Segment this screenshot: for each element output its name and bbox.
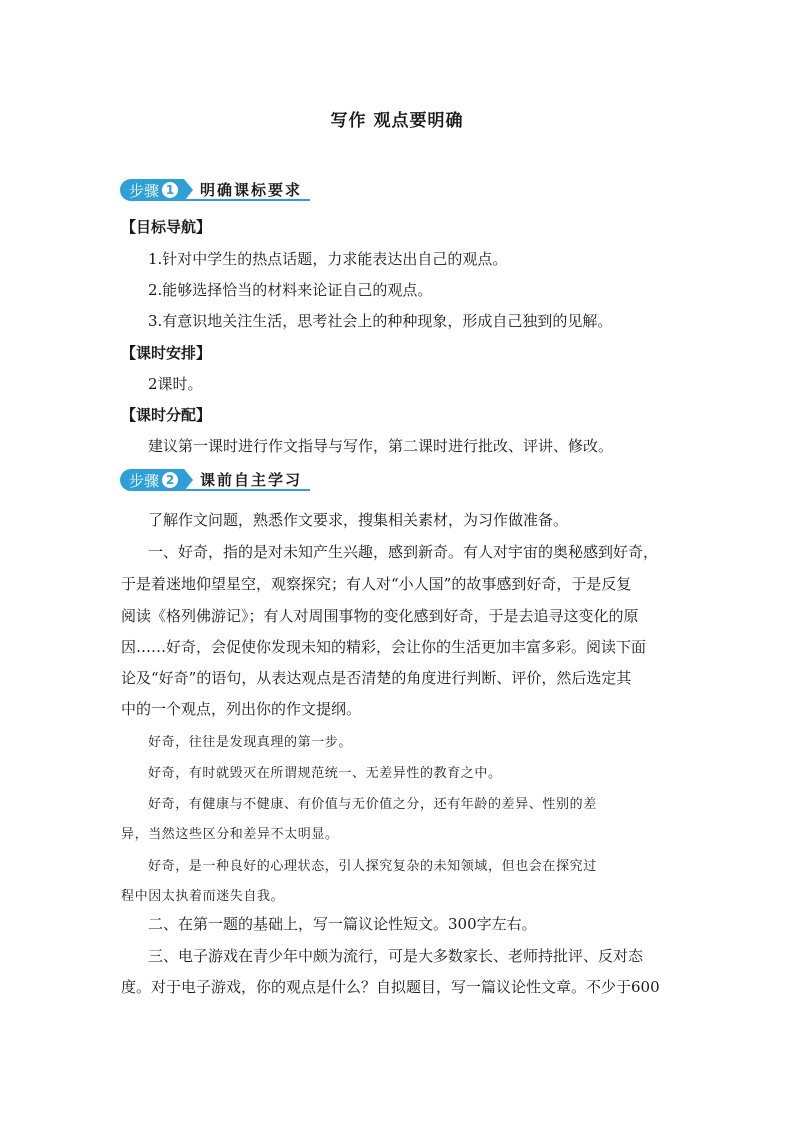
step-1-banner: [120, 179, 310, 201]
quote-line: 好奇，往往是发现真理的第一步。: [148, 735, 353, 750]
goal-item-2: 2.能够选择恰当的材料来论证自己的观点。: [148, 281, 433, 299]
step-2-number: 2: [162, 472, 178, 488]
schedule-text: 2课时。: [148, 375, 203, 393]
task1-line: 中的一个观点，列出你的作文提纲。: [121, 700, 362, 718]
step-2-badge-label: 步骤: [129, 471, 160, 490]
intro-text: 了解作文问题，熟悉作文要求，搜集相关素材，为习作做准备。: [148, 511, 569, 529]
task1-line: 阅读《格列佛游记》；有人对周围事物的变化感到好奇，于是去追寻这变化的原: [121, 607, 639, 625]
step-1-badge: [120, 179, 184, 201]
step-1-title: 明确课标要求: [184, 179, 310, 201]
step-1-badge-label: 步骤: [129, 181, 160, 200]
schedule-heading: 【课时安排】: [121, 344, 212, 362]
goals-heading: 【目标导航】: [121, 218, 212, 236]
page-title: 写作 观点要明确: [330, 111, 464, 131]
quote-line: 程中因太执着而迷失自我。: [121, 889, 285, 904]
task2-text: 二、在第一题的基础上，写一篇议论性短文。300字左右。: [148, 915, 537, 933]
task1-line: 于是着迷地仰望星空，观察探究；有人对“小人国”的故事感到好奇，于是反复: [121, 575, 632, 593]
goal-item-1: 1.针对中学生的热点话题，力求能表达出自己的观点。: [148, 250, 508, 268]
quote-line: 好奇，有时就毁灭在所谓规范统一、无差异性的教育之中。: [148, 766, 502, 781]
task1-line: 一、好奇，指的是对未知产生兴趣，感到新奇。有人对宇宙的奥秘感到好奇，: [148, 543, 659, 561]
allocation-heading: 【课时分配】: [121, 406, 212, 424]
quote-line: 好奇，是一种良好的心理状态，引人探究复杂的未知领域，但也会在探究过: [148, 859, 597, 874]
task1-line: 论及“好奇”的语句，从表达观点是否清楚的角度进行判断、评价，然后选定其: [121, 669, 632, 687]
step-2-title: 课前自主学习: [184, 469, 310, 491]
task3-line: 度。对于电子游戏，你的观点是什么？自拟题目，写一篇议论性文章。不少于600: [121, 978, 660, 996]
quote-line: 好奇，有健康与不健康、有价值与无价值之分，还有年龄的差异、性别的差: [148, 797, 597, 812]
task3-line: 三、电子游戏在青少年中颇为流行，可是大多数家长、老师持批评、反对态: [148, 947, 644, 965]
allocation-text: 建议第一课时进行作文指导与写作，第二课时进行批改、评讲、修改。: [148, 437, 614, 455]
step-2-banner: [120, 469, 310, 491]
step-1-number: 1: [162, 182, 178, 198]
goal-item-3: 3.有意识地关注生活，思考社会上的种种现象，形成自己独到的见解。: [148, 312, 613, 330]
quote-line: 异，当然这些区分和差异不太明显。: [121, 827, 339, 842]
task1-line: 因……好奇，会促使你发现未知的精彩，会让你的生活更加丰富多彩。阅读下面: [121, 638, 647, 656]
step-2-badge: [120, 469, 184, 491]
